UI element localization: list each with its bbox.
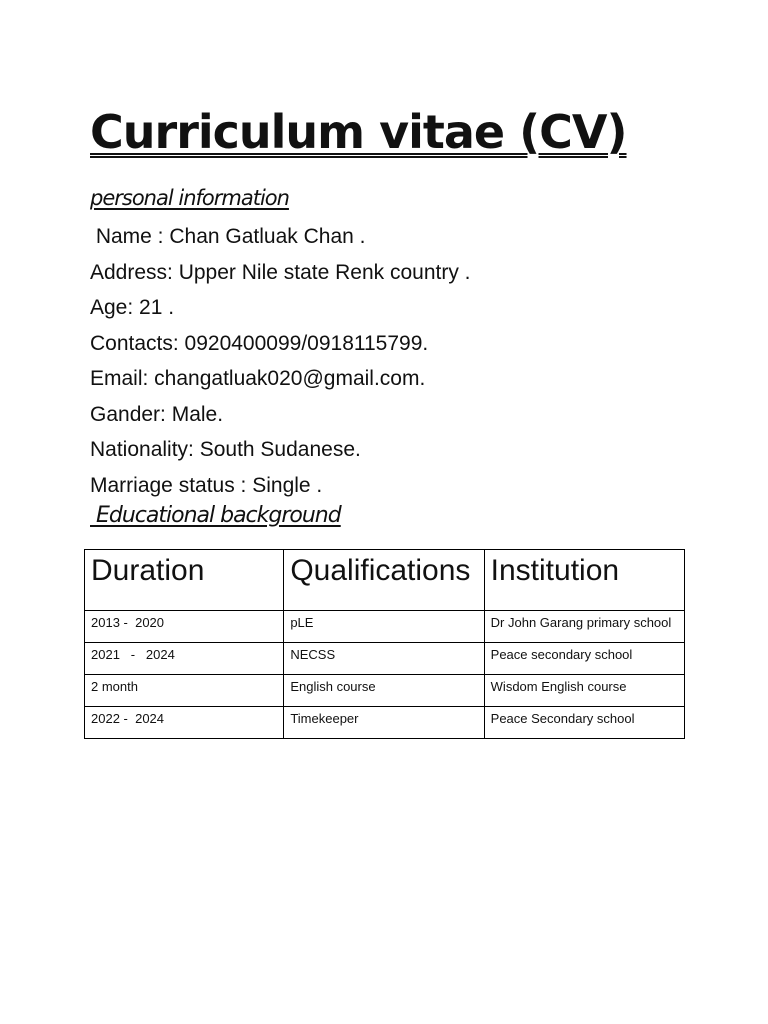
header-qualifications: Qualifications	[284, 550, 484, 611]
info-name: Name : Chan Gatluak Chan .	[90, 225, 366, 248]
cell-qualification: pLE	[284, 611, 484, 643]
info-contacts: Contacts: 0920400099/0918115799.	[90, 331, 429, 355]
cell-duration: 2 month	[85, 675, 284, 707]
cell-institution: Dr John Garang primary school	[484, 611, 684, 643]
cell-qualification: English course	[284, 675, 484, 707]
page-title: Curriculum vitae (CV)	[90, 105, 627, 159]
table-row	[85, 675, 685, 707]
educational-background-heading: Educational background	[90, 503, 341, 528]
cell-qualification: Timekeeper	[284, 707, 484, 739]
education-table	[84, 549, 685, 739]
cell-institution: Peace secondary school	[484, 643, 684, 675]
cell-qualification: NECSS	[284, 643, 484, 675]
table-row	[85, 707, 685, 739]
cell-institution: Peace Secondary school	[484, 707, 684, 739]
info-email: Email: changatluak020@gmail.com.	[90, 367, 426, 390]
cell-institution: Wisdom English course	[484, 675, 684, 707]
table-row	[85, 643, 685, 675]
cell-duration: 2022 - 2024	[85, 707, 284, 739]
personal-information-heading: personal information	[90, 186, 289, 210]
header-institution: Institution	[484, 550, 684, 611]
info-marriage-status: Marriage status : Single .	[90, 473, 323, 497]
info-nationality: Nationality: South Sudanese.	[90, 438, 361, 461]
info-age: Age: 21 .	[90, 296, 175, 319]
table-header-row	[85, 550, 685, 611]
cell-duration: 2021 - 2024	[85, 643, 284, 675]
cell-duration: 2013 - 2020	[85, 611, 284, 643]
info-address: Address: Upper Nile state Renk country .	[90, 260, 471, 284]
personal-info-list	[90, 219, 471, 503]
info-gender: Gander: Male.	[90, 402, 224, 426]
header-duration: Duration	[85, 550, 284, 611]
table-row	[85, 611, 685, 643]
